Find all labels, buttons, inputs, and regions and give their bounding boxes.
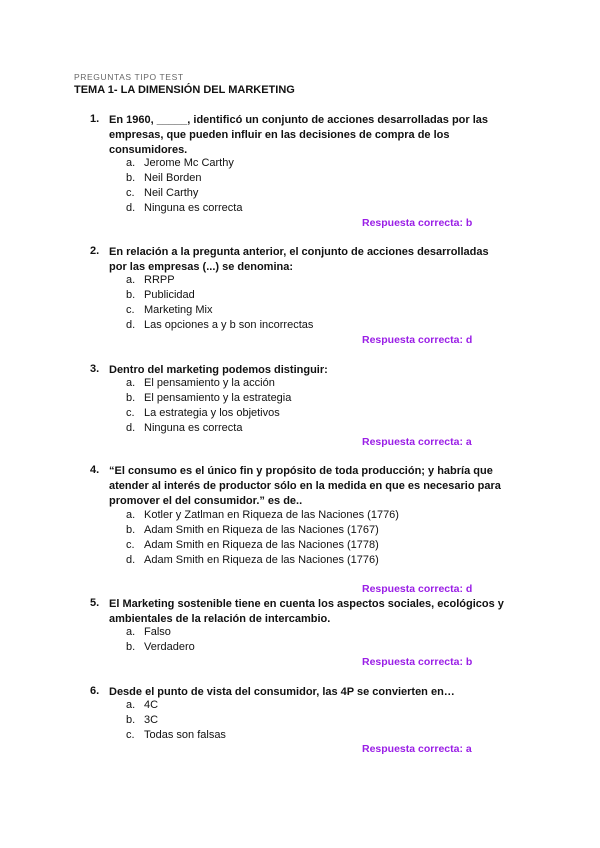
option-d bbox=[0, 422, 600, 437]
question-text: En relación a la pregunta anterior, el conjunto de acciones desarrolladas por las empresas (...) se denomina: bbox=[109, 246, 489, 274]
option-b bbox=[0, 641, 600, 656]
option-letter: b. bbox=[126, 524, 136, 536]
option-d bbox=[0, 554, 600, 569]
question-number: 5. bbox=[90, 597, 100, 609]
option-letter: a. bbox=[126, 157, 136, 169]
correct-answer: Respuesta correcta: d bbox=[362, 583, 473, 595]
option-text: Adam Smith en Riqueza de las Naciones (1778) bbox=[144, 539, 379, 551]
option-text: Neil Carthy bbox=[144, 187, 199, 199]
option-text: La estrategia y los objetivos bbox=[144, 407, 280, 419]
option-letter: d. bbox=[126, 202, 136, 214]
option-letter: b. bbox=[126, 392, 136, 404]
option-a bbox=[0, 377, 600, 392]
option-a bbox=[0, 274, 600, 289]
option-letter: d. bbox=[126, 422, 136, 434]
option-text: Las opciones a y b son incorrectas bbox=[144, 319, 314, 331]
option-text: 4C bbox=[144, 699, 159, 711]
correct-answer: Respuesta correcta: a bbox=[362, 436, 472, 448]
option-b bbox=[0, 524, 600, 539]
option-c bbox=[0, 407, 600, 422]
question-number: 2. bbox=[90, 245, 100, 257]
question-text: “El consumo es el único fin y propósito de toda producción; y habría que atender al interés de productor sólo en la medida en que es necesario para promover el del consumidor.” es de.. bbox=[109, 465, 501, 508]
question-text: Dentro del marketing podemos distinguir: bbox=[109, 364, 328, 376]
option-text: Adam Smith en Riqueza de las Naciones (1776) bbox=[144, 554, 379, 566]
option-c bbox=[0, 304, 600, 319]
option-letter: a. bbox=[126, 626, 136, 638]
option-text: El pensamiento y la estrategia bbox=[144, 392, 292, 404]
option-text: El pensamiento y la acción bbox=[144, 377, 275, 389]
correct-answer: Respuesta correcta: b bbox=[362, 217, 473, 229]
correct-answer: Respuesta correcta: b bbox=[362, 656, 473, 668]
option-text: Verdadero bbox=[144, 641, 195, 653]
option-b bbox=[0, 172, 600, 187]
option-text: Falso bbox=[144, 626, 171, 638]
option-letter: b. bbox=[126, 172, 136, 184]
page-title: TEMA 1- LA DIMENSIÓN DEL MARKETING bbox=[74, 84, 295, 96]
option-text: Kotler y Zatlman en Riqueza de las Naciones (1776) bbox=[144, 509, 399, 521]
option-text: Marketing Mix bbox=[144, 304, 213, 316]
option-text: Todas son falsas bbox=[144, 729, 226, 741]
option-text: 3C bbox=[144, 714, 159, 726]
option-letter: b. bbox=[126, 289, 136, 301]
question-number: 3. bbox=[90, 363, 100, 375]
option-a bbox=[0, 699, 600, 714]
option-letter: c. bbox=[126, 539, 135, 551]
option-letter: b. bbox=[126, 714, 136, 726]
correct-answer: Respuesta correcta: a bbox=[362, 743, 472, 755]
option-text: Publicidad bbox=[144, 289, 195, 301]
option-b bbox=[0, 714, 600, 729]
question-number: 6. bbox=[90, 685, 100, 697]
question-number: 4. bbox=[90, 464, 100, 476]
question-text: El Marketing sostenible tiene en cuenta los aspectos sociales, ecológicos y ambientales de la relación de intercambio. bbox=[109, 598, 504, 626]
option-text: Ninguna es correcta bbox=[144, 422, 243, 434]
option-text: Neil Borden bbox=[144, 172, 202, 184]
option-letter: a. bbox=[126, 699, 136, 711]
option-d bbox=[0, 202, 600, 217]
question-text: En 1960, _____, identificó un conjunto de acciones desarrolladas por las empresas, que pueden influir en las decisiones de compra de los consumidores. bbox=[109, 114, 489, 157]
question-number: 1. bbox=[90, 113, 100, 125]
option-d bbox=[0, 319, 600, 334]
option-text: RRPP bbox=[144, 274, 175, 286]
option-c bbox=[0, 729, 600, 744]
option-letter: a. bbox=[126, 509, 136, 521]
option-a bbox=[0, 626, 600, 641]
option-letter: c. bbox=[126, 187, 135, 199]
option-letter: d. bbox=[126, 319, 136, 331]
correct-answer: Respuesta correcta: d bbox=[362, 334, 473, 346]
option-a bbox=[0, 157, 600, 172]
option-letter: a. bbox=[126, 377, 136, 389]
option-c bbox=[0, 539, 600, 554]
option-b bbox=[0, 289, 600, 304]
option-letter: c. bbox=[126, 729, 135, 741]
option-letter: a. bbox=[126, 274, 136, 286]
option-b bbox=[0, 392, 600, 407]
option-letter: c. bbox=[126, 407, 135, 419]
section-kicker: PREGUNTAS TIPO TEST bbox=[74, 72, 184, 82]
option-text: Adam Smith en Riqueza de las Naciones (1767) bbox=[144, 524, 379, 536]
option-text: Jerome Mc Carthy bbox=[144, 157, 234, 169]
option-letter: b. bbox=[126, 641, 136, 653]
option-letter: c. bbox=[126, 304, 135, 316]
option-letter: d. bbox=[126, 554, 136, 566]
option-a bbox=[0, 509, 600, 524]
option-c bbox=[0, 187, 600, 202]
option-text: Ninguna es correcta bbox=[144, 202, 243, 214]
question-text: Desde el punto de vista del consumidor, las 4P se convierten en… bbox=[109, 686, 455, 698]
